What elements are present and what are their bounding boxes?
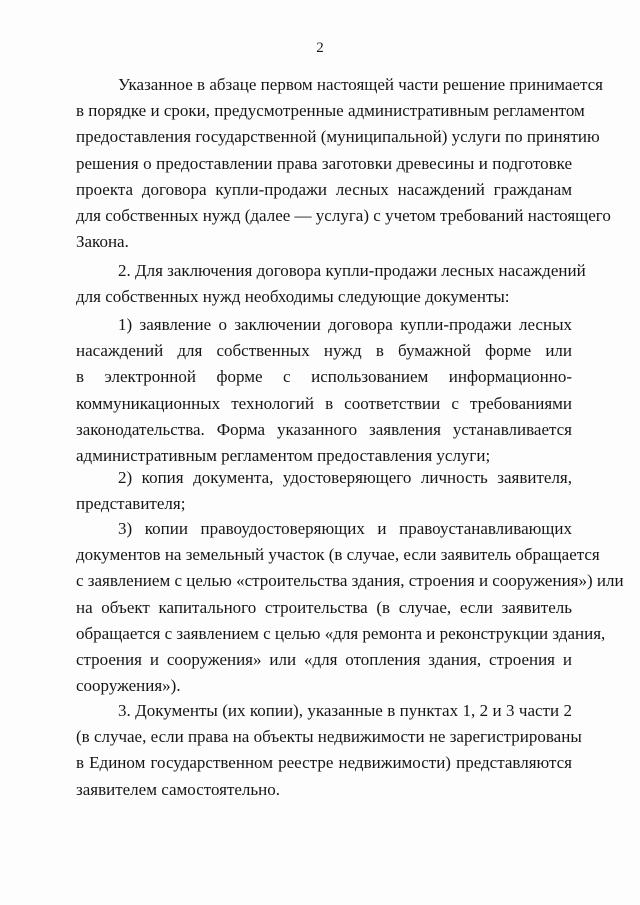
paragraph-line: в порядке и сроки, предусмотренные административным регламентом bbox=[76, 101, 585, 121]
paragraph-line: в Едином государственном реестре недвижимости) представляются bbox=[76, 753, 572, 773]
paragraph-6 bbox=[76, 698, 582, 803]
page-number: 2 bbox=[316, 40, 324, 56]
paragraph-line: для собственных нужд необходимы следующие документы: bbox=[76, 287, 510, 307]
paragraph-line: с заявлением с целью «строительства здания, строения и сооружения») или bbox=[76, 571, 624, 591]
paragraph-line: Закона. bbox=[76, 232, 129, 252]
paragraph-line: сооружения»). bbox=[76, 676, 181, 696]
paragraph-line: документов на земельный участок (в случае, если заявитель обращается bbox=[76, 545, 600, 565]
paragraph-line: 3. Документы (их копии), указанные в пунктах 1, 2 и 3 части 2 bbox=[118, 701, 572, 720]
paragraph-line: в электронной форме с использованием информационно- bbox=[76, 367, 572, 387]
paragraph-line: обращается с заявлением с целью «для ремонта и реконструкции здания, bbox=[76, 623, 606, 643]
paragraph-line: на объект капитального строительства (в случае, если заявитель bbox=[76, 597, 572, 617]
paragraph-line: проекта договора купли-продажи лесных насаждений гражданам bbox=[76, 179, 572, 199]
paragraph-line: насаждений для собственных нужд в бумажной форме или bbox=[76, 341, 572, 361]
paragraph-line: 2) копия документа, удостоверяющего личность заявителя, bbox=[118, 468, 572, 487]
paragraph-1 bbox=[76, 72, 611, 255]
paragraph-4 bbox=[76, 465, 572, 517]
paragraph-line: предоставления государственной (муниципальной) услуги по принятию bbox=[76, 127, 600, 147]
paragraph-line: 3) копии правоудостоверяющих и правоустанавливающих bbox=[118, 519, 572, 538]
paragraph-line: законодательства. Форма указанного заявления устанавливается bbox=[76, 419, 572, 439]
paragraph-line: строения и сооружения» или «для отопления здания, строения и bbox=[76, 650, 572, 670]
paragraph-line: 1) заявление о заключении договора купли-продажи лесных bbox=[118, 315, 572, 334]
paragraph-line: Указанное в абзаце первом настоящей части решение принимается bbox=[118, 75, 603, 94]
paragraph-line: для собственных нужд (далее — услуга) с учетом требований настоящего bbox=[76, 206, 611, 226]
paragraph-2 bbox=[76, 258, 586, 310]
paragraph-line: 2. Для заключения договора купли-продажи лесных насаждений bbox=[118, 261, 586, 280]
paragraph-5 bbox=[76, 516, 624, 699]
paragraph-line: административным регламентом предоставления услуги; bbox=[76, 446, 491, 466]
paragraph-line: представителя; bbox=[76, 494, 186, 514]
paragraph-line: коммуникационных технологий в соответствии с требованиями bbox=[76, 393, 572, 413]
paragraph-3 bbox=[76, 312, 572, 469]
paragraph-line: заявителем самостоятельно. bbox=[76, 779, 280, 799]
paragraph-line: решения о предоставлении права заготовки древесины и подготовке bbox=[76, 153, 572, 173]
paragraph-line: (в случае, если права на объекты недвижимости не зарегистрированы bbox=[76, 727, 582, 747]
